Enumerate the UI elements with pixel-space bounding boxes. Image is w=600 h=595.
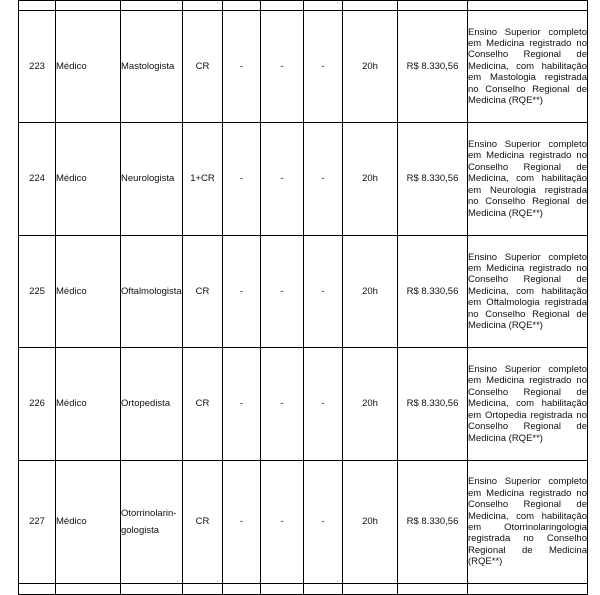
cell-numero: 226: [19, 348, 56, 461]
cell-carga-horaria: 20h: [343, 461, 398, 584]
cell-col5: -: [223, 236, 261, 348]
cell-cargo: Médico: [56, 236, 121, 348]
cell-vagas: CR: [183, 461, 223, 584]
cell-carga-horaria: 20h: [343, 123, 398, 236]
cell-cargo: Médico: [56, 123, 121, 236]
cell-col7: -: [304, 348, 343, 461]
table-row: [19, 236, 588, 348]
cell-requisitos: Ensino Superior completo em Medicina registrado no Conselho Regional de Medicina, com habilitação em Neurologia registrada no Conselho Regional de Medicina (RQE**): [468, 123, 588, 236]
cell-carga-horaria: 20h: [343, 236, 398, 348]
cell-col6: -: [261, 348, 304, 461]
cell-cargo: Médico: [56, 348, 121, 461]
table-row: [19, 348, 588, 461]
cell-requisitos: Ensino Superior completo em Medicina registrado no Conselho Regional de Medicina, com habilitação em Otorrinolaringologia registrada no Conselho Regional de Medicina (RQE**): [468, 461, 588, 584]
cell-especialidade: Ortopedista: [121, 348, 183, 461]
cell-numero: 227: [19, 461, 56, 584]
cell-col7: -: [304, 236, 343, 348]
cell-col5: -: [223, 348, 261, 461]
table-row-partial-bottom: [19, 584, 588, 595]
cell-especialidade: [121, 461, 183, 584]
cell-salario: R$ 8.330,56: [398, 461, 468, 584]
cell-cargo: Médico: [56, 461, 121, 584]
cell-numero: 224: [19, 123, 56, 236]
cell-col6: -: [261, 123, 304, 236]
table-row: [19, 123, 588, 236]
cell-salario: R$ 8.330,56: [398, 236, 468, 348]
cell-col7: -: [304, 123, 343, 236]
cell-col5: -: [223, 461, 261, 584]
cell-col7: -: [304, 461, 343, 584]
cell-col6: -: [261, 11, 304, 123]
cell-vagas: 1+CR: [183, 123, 223, 236]
cell-cargo: Médico: [56, 11, 121, 123]
cell-col5: -: [223, 123, 261, 236]
vacancy-table: [18, 0, 588, 595]
cell-numero: 225: [19, 236, 56, 348]
cell-col5: -: [223, 11, 261, 123]
cell-col6: -: [261, 236, 304, 348]
cell-especialidade: Oftalmologista: [121, 236, 183, 348]
especialidade-line-1: Otorrinolarin-: [121, 508, 177, 519]
cell-vagas: CR: [183, 11, 223, 123]
table-row-partial-top: [19, 1, 588, 11]
cell-vagas: CR: [183, 236, 223, 348]
cell-especialidade: Neurologista: [121, 123, 183, 236]
cell-numero: 223: [19, 11, 56, 123]
cell-carga-horaria: 20h: [343, 11, 398, 123]
cell-vagas: CR: [183, 348, 223, 461]
cell-requisitos: Ensino Superior completo em Medicina registrado no Conselho Regional de Medicina, com habilitação em Mastologia registrada no Conselho Regional de Medicina (RQE**): [468, 11, 588, 123]
cell-requisitos: Ensino Superior completo em Medicina registrado no Conselho Regional de Medicina, com habilitação em Oftalmologia registrada no Conselho Regional de Medicina (RQE**): [468, 236, 588, 348]
cell-col7: -: [304, 11, 343, 123]
cell-salario: R$ 8.330,56: [398, 123, 468, 236]
table-row: [19, 11, 588, 123]
cell-requisitos: Ensino Superior completo em Medicina registrado no Conselho Regional de Medicina, com habilitação em Ortopedia registrada no Conselho Regional de Medicina (RQE**): [468, 348, 588, 461]
cell-salario: R$ 8.330,56: [398, 348, 468, 461]
cell-col6: -: [261, 461, 304, 584]
cell-salario: R$ 8.330,56: [398, 11, 468, 123]
especialidade-line-2: gologista: [121, 525, 160, 536]
table-row: [19, 461, 588, 584]
cell-carga-horaria: 20h: [343, 348, 398, 461]
cell-especialidade: Mastologista: [121, 11, 183, 123]
